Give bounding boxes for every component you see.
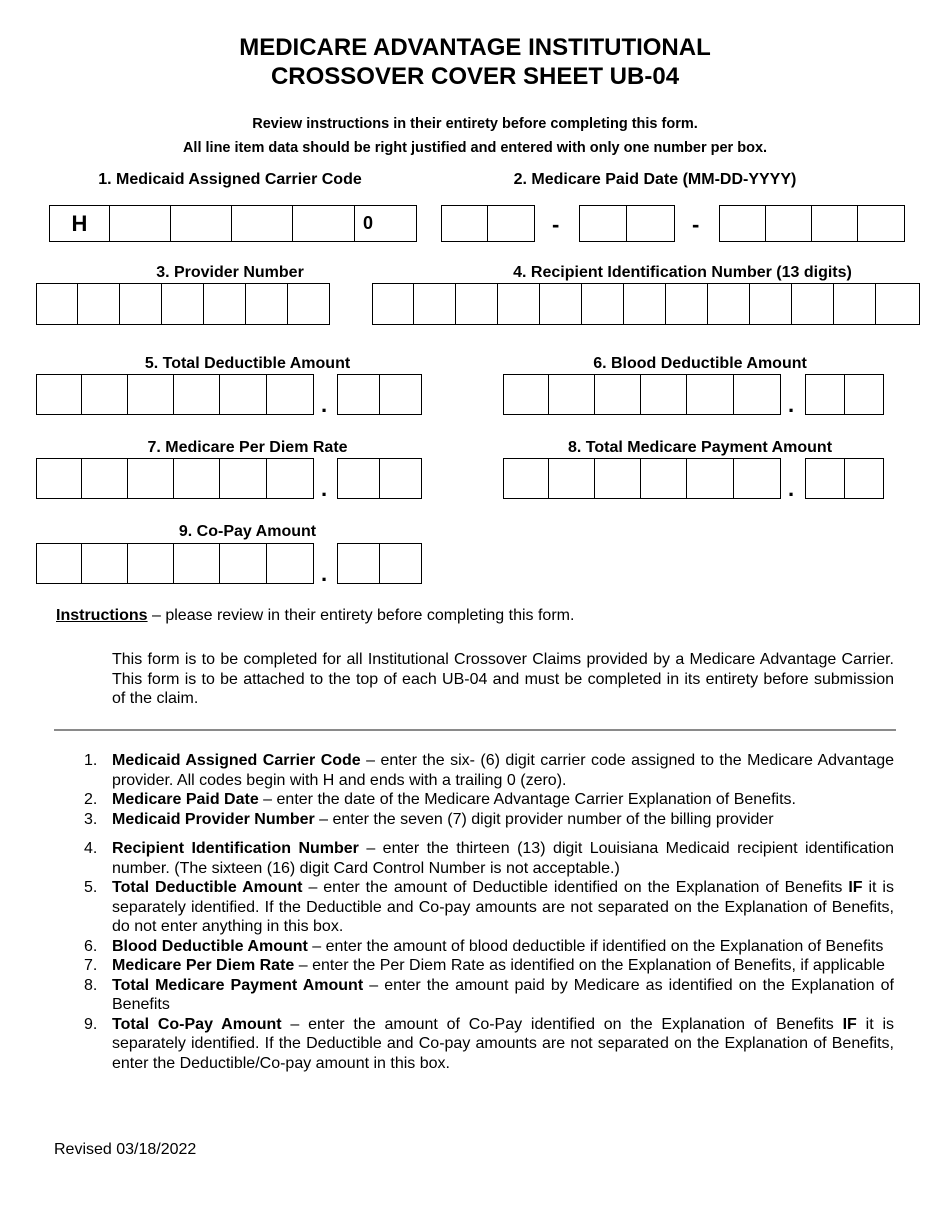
provider-box-6[interactable] (246, 283, 288, 325)
field9-label: 9. Co-Pay Amount (178, 523, 317, 540)
copay-box-4[interactable] (174, 543, 220, 584)
instruction-item (54, 751, 894, 790)
day-box-2[interactable] (627, 205, 675, 242)
item-number: 4. (84, 840, 98, 857)
instruction-item (54, 839, 894, 878)
field1-label: 1. Medicaid Assigned Carrier Code (98, 171, 362, 188)
copay-cents-1[interactable] (337, 543, 380, 584)
field5-label: 5. Total Deductible Amount (144, 355, 351, 372)
instructions-heading (56, 607, 574, 625)
blood-decimal: . (788, 392, 795, 417)
instruction-item (54, 937, 894, 957)
recipient-box-7[interactable] (624, 283, 666, 325)
item-number: 3. (84, 810, 98, 828)
paid-date-month-boxes (441, 205, 535, 242)
deductible-box-4[interactable] (174, 374, 220, 415)
deductible-cents-2[interactable] (380, 374, 422, 415)
instruction-item (54, 976, 894, 1015)
item-number: 7. (84, 957, 98, 974)
instruction-item (54, 790, 894, 810)
blood-cents-1[interactable] (805, 374, 845, 415)
payment-box-4[interactable] (641, 458, 687, 499)
item-term: Medicaid Provider Number (112, 810, 315, 828)
month-box-2[interactable] (488, 205, 535, 242)
item-emphasis: IF (848, 879, 863, 896)
recipient-box-3[interactable] (456, 283, 498, 325)
carrier-code-boxes (49, 205, 417, 242)
field8-label: 8. Total Medicare Payment Amount (567, 439, 833, 456)
carrier-code-box-2[interactable] (110, 205, 171, 242)
payment-box-3[interactable] (595, 458, 641, 499)
year-box-4[interactable] (858, 205, 905, 242)
recipient-box-11[interactable] (792, 283, 834, 325)
blood-box-5[interactable] (687, 374, 734, 415)
year-box-3[interactable] (812, 205, 858, 242)
payment-decimal: . (788, 476, 795, 501)
item-text-continued: it is separately identified. If the Deductible and Co-pay amounts are not separated on the Explanation of Benefits, enter the Deductible/Co-pay amount in this box. (112, 1015, 894, 1072)
provider-number-boxes (36, 283, 330, 325)
recipient-box-4[interactable] (498, 283, 540, 325)
instruction-item (54, 878, 894, 937)
copay-box-5[interactable] (220, 543, 267, 584)
item-text: – enter the seven (7) digit provider number of the billing provider (314, 810, 774, 828)
deductible-dollar-boxes (36, 374, 314, 415)
item-number: 1. (84, 752, 98, 769)
carrier-code-box-1: H (49, 205, 110, 242)
item-term: Medicare Per Diem Rate (112, 957, 295, 974)
item-text: – enter the amount of blood deductible if identified on the Explanation of Benefits (307, 937, 884, 955)
item-term: Recipient Identification Number (112, 840, 359, 857)
year-box-1[interactable] (719, 205, 766, 242)
blood-box-4[interactable] (641, 374, 687, 415)
blood-box-6[interactable] (734, 374, 781, 415)
field2-label: 2. Medicare Paid Date (MM-DD-YYYY) (513, 171, 797, 188)
item-term: Medicare Paid Date (112, 791, 259, 808)
per-diem-box-3[interactable] (128, 458, 174, 499)
per-diem-box-1[interactable] (36, 458, 82, 499)
field4-label: 4. Recipient Identification Number (13 digits) (513, 264, 852, 281)
per-diem-cents-1[interactable] (337, 458, 380, 499)
form-title-line2: CROSSOVER COVER SHEET UB-04 (270, 63, 680, 90)
instruction-item (54, 956, 894, 976)
item-term: Blood Deductible Amount (112, 937, 308, 955)
provider-box-2[interactable] (78, 283, 120, 325)
payment-box-5[interactable] (687, 458, 734, 499)
deductible-box-6[interactable] (267, 374, 314, 415)
subtitle-justify: All line item data should be right justified and entered with only one number per box. (182, 140, 768, 156)
year-box-2[interactable] (766, 205, 812, 242)
copay-box-2[interactable] (82, 543, 128, 584)
date-separator-2: - (692, 212, 700, 237)
blood-box-1[interactable] (503, 374, 549, 415)
item-number: 6. (84, 937, 98, 955)
recipient-box-1[interactable] (372, 283, 414, 325)
copay-cents-boxes (337, 543, 422, 584)
instruction-item (54, 1015, 894, 1074)
deductible-box-3[interactable] (128, 374, 174, 415)
provider-box-5[interactable] (204, 283, 246, 325)
per-diem-box-6[interactable] (267, 458, 314, 499)
carrier-code-box-5[interactable] (293, 205, 355, 242)
blood-box-3[interactable] (595, 374, 641, 415)
item-number: 2. (84, 791, 98, 808)
recipient-box-6[interactable] (582, 283, 624, 325)
revision-date: Revised 03/18/2022 (54, 1141, 197, 1158)
instructions-heading-rest: – please review in their entirety before completing this form. (147, 607, 575, 624)
provider-box-4[interactable] (162, 283, 204, 325)
item-text: – enter the six- (6) digit carrier code assigned to the Medicare Advantage provider. All codes begin with H and ends with a trailing 0 (zero). (112, 752, 894, 789)
item-term: Total Medicare Payment Amount (112, 976, 364, 994)
per-diem-cents-boxes (337, 458, 422, 499)
copay-dollar-boxes (36, 543, 314, 584)
deductible-box-1[interactable] (36, 374, 82, 415)
paid-date-year-boxes (719, 205, 905, 242)
recipient-box-10[interactable] (750, 283, 792, 325)
item-number: 8. (84, 976, 98, 994)
blood-deductible-dollar-boxes (503, 374, 781, 415)
item-text: – enter the Per Diem Rate as identified on the Explanation of Benefits, if applicable (294, 957, 885, 974)
recipient-box-13[interactable] (876, 283, 920, 325)
item-text: – enter the amount of Co-Pay identified on the Explanation of Benefits (281, 1015, 843, 1033)
carrier-code-box-3[interactable] (171, 205, 232, 242)
recipient-box-5[interactable] (540, 283, 582, 325)
carrier-code-box-6: 0 (355, 205, 417, 242)
payment-cents-1[interactable] (805, 458, 845, 499)
copay-box-1[interactable] (36, 543, 82, 584)
item-emphasis: IF (842, 1015, 857, 1033)
recipient-id-boxes (372, 283, 920, 325)
provider-box-3[interactable] (120, 283, 162, 325)
item-text: – enter the thirteen (13) digit Louisiana Medicaid recipient identification number. (The sixteen (16) digit Card Control Number is not acceptable.) (112, 840, 895, 877)
item-text: – enter the amount paid by Medicare as identified on the Explanation of Benefits (112, 976, 894, 1013)
per-diem-decimal: . (321, 476, 328, 501)
payment-box-6[interactable] (734, 458, 781, 499)
day-box-1[interactable] (579, 205, 627, 242)
provider-box-1[interactable] (36, 283, 78, 325)
deductible-cents-1[interactable] (337, 374, 380, 415)
instruction-list (54, 751, 894, 1073)
item-term: Total Co-Pay Amount (112, 1015, 282, 1033)
field6-label: 6. Blood Deductible Amount (593, 355, 807, 372)
recipient-box-12[interactable] (834, 283, 876, 325)
item-term: Medicaid Assigned Carrier Code (112, 752, 361, 769)
copay-box-3[interactable] (128, 543, 174, 584)
item-text-continued: it is separately identified. If the Deductible and Co-pay amounts are not separated on the Explanation of Benefits, do not enter anything in this box. (112, 879, 894, 935)
deductible-box-2[interactable] (82, 374, 128, 415)
per-diem-box-2[interactable] (82, 458, 128, 499)
payment-cents-boxes (805, 458, 884, 499)
per-diem-dollar-boxes (36, 458, 314, 499)
paid-date-day-boxes (579, 205, 675, 242)
form-title-line1: MEDICARE ADVANTAGE INSTITUTIONAL (239, 34, 711, 61)
section-divider (54, 729, 896, 731)
item-text: – enter the amount of Deductible identified on the Explanation of Benefits (302, 879, 849, 896)
per-diem-cents-2[interactable] (380, 458, 422, 499)
per-diem-box-4[interactable] (174, 458, 220, 499)
copay-decimal: . (321, 561, 328, 586)
recipient-box-9[interactable] (708, 283, 750, 325)
per-diem-box-5[interactable] (220, 458, 267, 499)
recipient-box-2[interactable] (414, 283, 456, 325)
blood-cents-2[interactable] (845, 374, 884, 415)
field7-label: 7. Medicare Per Diem Rate (147, 439, 348, 456)
subtitle-review: Review instructions in their entirety before completing this form. (252, 116, 698, 132)
blood-cents-boxes (805, 374, 884, 415)
copay-cents-2[interactable] (380, 543, 422, 584)
instruction-item (54, 810, 894, 830)
instructions-heading-label: Instructions (56, 607, 148, 624)
item-number: 5. (84, 879, 98, 896)
provider-box-7[interactable] (288, 283, 330, 325)
field3-label: 3. Provider Number (156, 264, 304, 281)
item-number: 9. (84, 1015, 98, 1033)
payment-box-2[interactable] (549, 458, 595, 499)
date-separator-1: - (552, 212, 560, 237)
copay-box-6[interactable] (267, 543, 314, 584)
deductible-cents-boxes (337, 374, 422, 415)
payment-cents-2[interactable] (845, 458, 884, 499)
carrier-code-box-4[interactable] (232, 205, 293, 242)
instructions-paragraph: This form is to be completed for all Institutional Crossover Claims provided by a Medicare Advantage Carrier. This form is to be attached to the top of each UB-04 and must be completed in its entirety before submission of the claim. (112, 651, 894, 707)
deductible-decimal: . (321, 392, 328, 417)
payment-box-1[interactable] (503, 458, 549, 499)
deductible-box-5[interactable] (220, 374, 267, 415)
month-box-1[interactable] (441, 205, 488, 242)
item-term: Total Deductible Amount (112, 879, 303, 896)
item-text: – enter the date of the Medicare Advantage Carrier Explanation of Benefits. (258, 791, 796, 808)
blood-box-2[interactable] (549, 374, 595, 415)
payment-dollar-boxes (503, 458, 781, 499)
recipient-box-8[interactable] (666, 283, 708, 325)
